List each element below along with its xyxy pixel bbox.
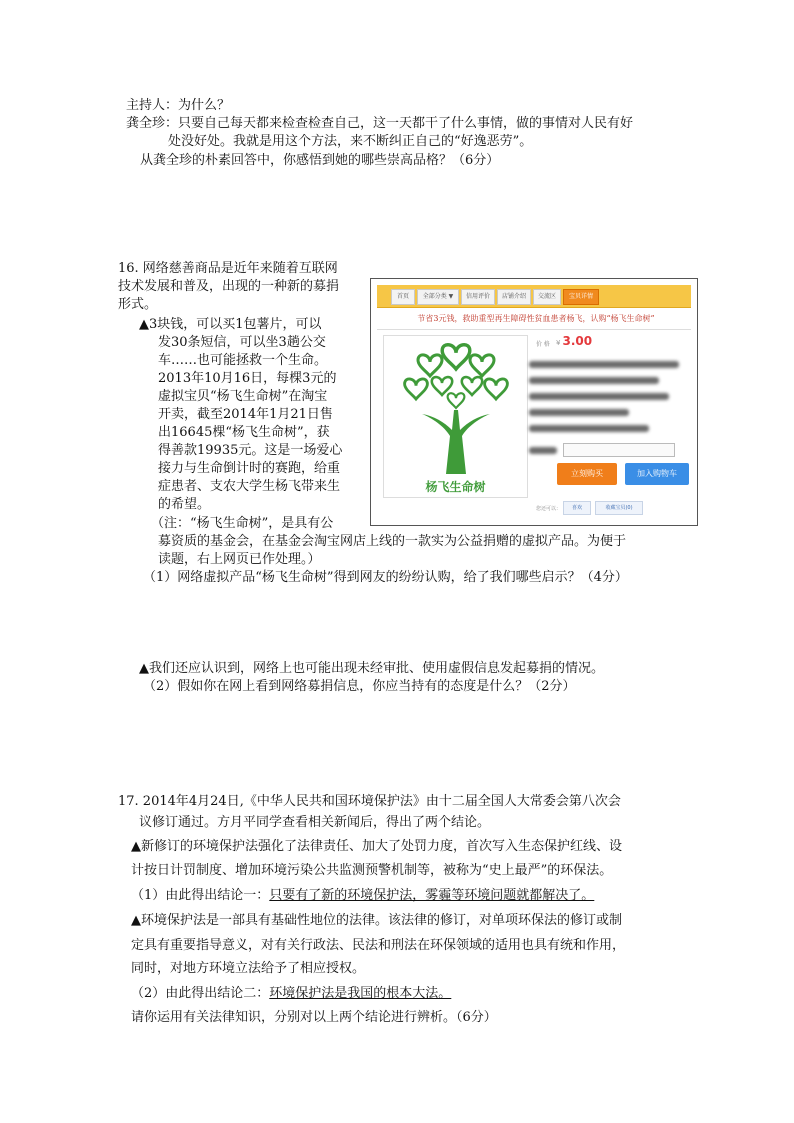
heart-tree-icon bbox=[384, 336, 527, 476]
q16-material-line-6: 开卖，截至2014年1月21日售 bbox=[158, 407, 333, 422]
q16-material-line-8: 得善款19935元。这是一场爱心 bbox=[158, 443, 343, 458]
conclusion-1-text: 只要有了新的环境保护法，雾霾等环境问题就都解决了。 bbox=[269, 888, 595, 903]
tab-forum[interactable]: 交流区 bbox=[533, 289, 561, 305]
q17-conclusion-2 bbox=[131, 985, 451, 1003]
taobao-product-screenshot bbox=[370, 278, 698, 526]
q16-material-line-9: 接力与生命倒计时的赛跑，给重 bbox=[158, 461, 341, 476]
price-amount: 3.00 bbox=[562, 334, 593, 348]
q16-note-line-3: 读题，右上网页已作处理。） bbox=[158, 552, 321, 567]
blurred-info-3 bbox=[529, 393, 669, 400]
conclusion-1-prefix: （1）由此得出结论一： bbox=[131, 888, 270, 903]
tab-shop-intro[interactable]: 店铺介绍 bbox=[497, 289, 531, 305]
q17-line-1: 17. 2014年4月24日,《中华人民共和国环境保护法》由十二届全国人大常委会第八次会 bbox=[118, 794, 621, 809]
blurred-quantity-label bbox=[529, 447, 557, 454]
shop-nav-bar bbox=[377, 285, 691, 308]
q16-intro-line-3: 形式。 bbox=[118, 297, 158, 312]
q16-material-line-4: 2013年10月16日，每棵3元的 bbox=[158, 371, 337, 386]
blurred-info-4 bbox=[529, 409, 629, 416]
product-label: 杨飞生命树 bbox=[425, 480, 486, 494]
conclusion-2-text: 环境保护法是我国的根本大法。 bbox=[269, 986, 452, 1001]
q17-material-1-line-1: ▲新修订的环境保护法强化了法律责任、加大了处罚力度，首次写入生态保护红线、设 bbox=[131, 839, 622, 854]
tab-all-categories[interactable]: 全部分类 ▼ bbox=[417, 289, 459, 305]
q17-material-2-line-3: 同时，对地方环境立法给予了相应授权。 bbox=[131, 961, 366, 976]
price-label: 价 格 bbox=[536, 341, 550, 348]
tab-item-detail[interactable]: 宝贝详情 bbox=[563, 289, 599, 305]
tab-home[interactable]: 首页 bbox=[391, 289, 415, 305]
tab-credit-rating[interactable]: 信用评价 bbox=[461, 289, 495, 305]
add-to-cart-button[interactable]: 加入购物车 bbox=[625, 463, 689, 485]
q17-material-1-line-2: 计按日计罚制度、增加环境污染公共监测预警机制等，被称为“史上最严”的环保法。 bbox=[131, 863, 613, 878]
blurred-info-1 bbox=[529, 361, 679, 368]
q16-note-line-1: （注：“杨飞生命树”，是具有公 bbox=[151, 516, 334, 531]
q16-material-line-5: 虚拟宝贝“杨飞生命树”在淘宝 bbox=[158, 389, 328, 404]
price-value bbox=[556, 334, 592, 348]
share-label: 您还可以： bbox=[536, 506, 562, 512]
q16-material-line-7: 出16645棵“杨飞生命树”，获 bbox=[158, 425, 330, 440]
q16-material-line-2: 发30条短信，可以坐3趟公交 bbox=[158, 335, 326, 350]
gong-line-1: 龚全珍：只要自己每天都来检查检查自己，这一天都干了什么事情，做的事情对人民有好 bbox=[126, 116, 634, 131]
divider bbox=[377, 329, 691, 330]
q15-question: 从龚全珍的朴素回答中，你感悟到她的哪些崇高品格？（6分） bbox=[140, 153, 500, 168]
quantity-input[interactable] bbox=[563, 443, 675, 457]
gong-line-2: 处没好处。我就是用这个方法，来不断纠正自己的“好逸恶劳”。 bbox=[168, 134, 533, 149]
q17-line-2: 议修订通过。方月平同学查看相关新闻后，得出了两个结论。 bbox=[139, 815, 491, 830]
host-line: 主持人：为什么？ bbox=[126, 98, 231, 113]
q17-conclusion-1 bbox=[131, 887, 594, 905]
q16-note-line-2: 募资质的基金会，在基金会淘宝网店上线的一款实为公益捐赠的虚拟产品。为便于 bbox=[158, 534, 627, 549]
q16-sub-question-2: （2）假如你在网上看到网络募捐信息，你应当持有的态度是什么？（2分） bbox=[143, 679, 576, 694]
blurred-info-2 bbox=[529, 377, 659, 384]
q16-material-2: ▲我们还应认识到，网络上也可能出现未经审批、使用虚假信息发起募捐的情况。 bbox=[139, 661, 604, 676]
product-image[interactable] bbox=[383, 335, 528, 498]
q16-intro-line-2: 技术发展和普及，出现的一种新的募捐 bbox=[118, 279, 340, 294]
q16-material-line-1: ▲3块钱，可以买1包薯片，可以 bbox=[139, 317, 322, 332]
q16-sub-question-1: （1）网络虚拟产品“杨飞生命树”得到网友的纷纷认购，给了我们哪些启示？（4分） bbox=[143, 570, 628, 585]
conclusion-2-prefix: （2）由此得出结论二： bbox=[131, 986, 270, 1001]
currency-symbol: ¥ bbox=[556, 339, 561, 347]
q17-material-2-line-2: 定具有重要指导意义，对有关行政法、民法和刑法在环保领域的适用也具有统和作用， bbox=[131, 938, 626, 953]
blurred-info-5 bbox=[529, 425, 649, 432]
favorite-button[interactable]: 收藏宝贝(0) bbox=[595, 501, 643, 515]
q16-material-line-11: 的希望。 bbox=[158, 497, 211, 512]
q17-question: 请你运用有关法律知识，分别对以上两个结论进行辨析。（6分） bbox=[131, 1010, 497, 1025]
promo-banner: 节省3元钱，救助重型再生障碍性贫血患者杨飞，认购“杨飞生命树” bbox=[417, 314, 655, 323]
q16-material-line-10: 症患者、支农大学生杨飞带来生 bbox=[158, 479, 341, 494]
q16-intro-line-1: 16. 网络慈善商品是近年来随着互联网 bbox=[118, 261, 338, 276]
q16-material-line-3: 车……也可能拯救一个生命。 bbox=[158, 353, 328, 368]
buy-now-button[interactable]: 立刻购买 bbox=[557, 463, 617, 485]
q17-material-2-line-1: ▲环境保护法是一部具有基础性地位的法律。该法律的修订，对单项环保法的修订或制 bbox=[131, 913, 622, 928]
like-button[interactable]: 喜欢 bbox=[563, 501, 591, 515]
